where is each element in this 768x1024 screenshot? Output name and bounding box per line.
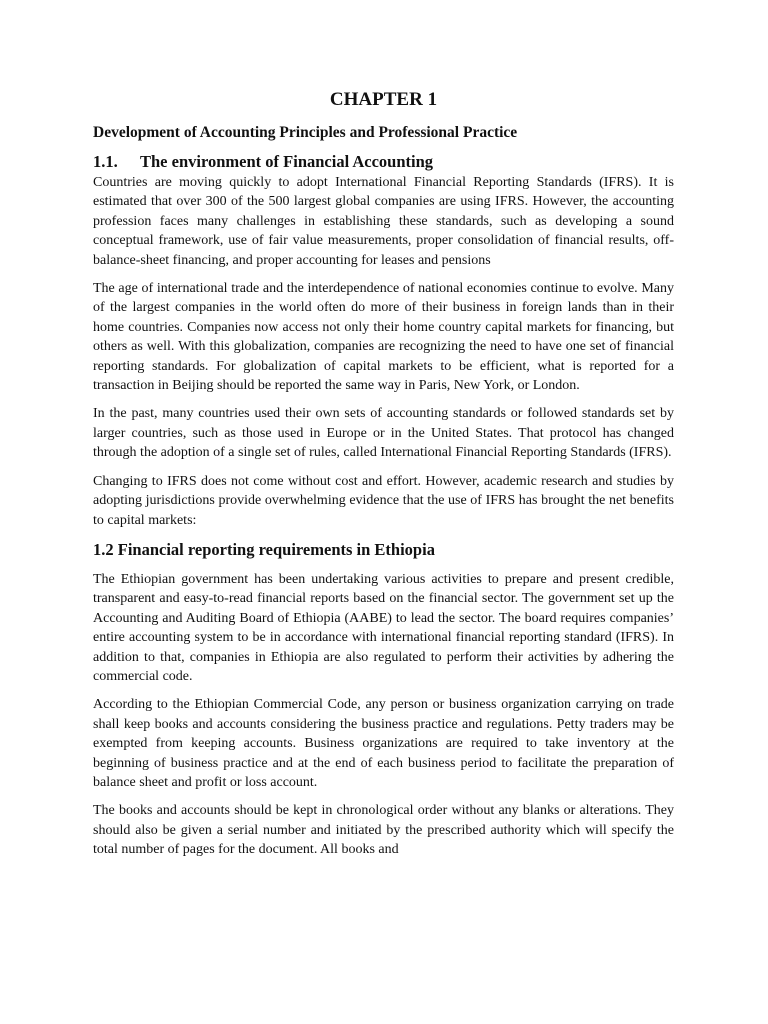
- section-2-heading: 1.2 Financial reporting requirements in Ethiopia: [93, 539, 435, 559]
- section-1-paragraph-1: Countries are moving quickly to adopt International Financial Reporting Standards (IFRS). It is estimated that over 300 of the 500 largest global companies are using IFRS. However, the accounting profession faces many challenges in establishing these standards, such as developing a sound conceptual framework, use of fair value measurements, proper consolidation of financial results, off-balance-sheet financing, and proper accounting for leases and pensions: [93, 175, 674, 268]
- section-1-paragraph-2: The age of international trade and the interdependence of national economies continue to evolve. Many of the largest companies in the world often do more of their business in foreign lands than in their home countries. Companies now access not only their home country capital markets for financing, but others as well. With this globalization, companies are recognizing the need to have one set of financial reporting standards. For globalization of capital markets to be efficient, what is reported for a transaction in Beijing should be reported the same way in Paris, New York, or London.: [93, 281, 674, 394]
- section-1-number: 1.1.: [93, 152, 118, 171]
- section-1-title: The environment of Financial Accounting: [140, 152, 434, 171]
- document-title: Development of Accounting Principles and Professional Practice: [93, 124, 518, 141]
- section-1-paragraph-3: In the past, many countries used their own sets of accounting standards or followed standards set by larger countries, such as those used in Europe or in the United States. That protocol has changed through the adoption of a single set of rules, called International Financial Reporting Standards (IFRS).: [93, 406, 674, 461]
- chapter-label: CHAPTER 1: [329, 89, 438, 110]
- section-2-paragraph-2: According to the Ethiopian Commercial Code, any person or business organization carrying on trade shall keep books and accounts considering the business practice and regulations. Petty traders may be exempted from keeping accounts. Business organizations are required to take inventory at the beginning of business practice and at the end of each business period to facilitate the preparation of balance sheet and profit or loss account.: [93, 697, 674, 790]
- section-2-paragraph-1: The Ethiopian government has been undertaking various activities to prepare and present credible, transparent and easy-to-read financial reports based on the financial sector. The government set up the Accounting and Auditing Board of Ethiopia (AABE) to lead the sector. The board requires companies’ entire accounting system to be in accordance with international financial reporting standard (IFRS). In addition to that, companies in Ethiopia are also regulated to perform their activities by adhering the commercial code.: [93, 571, 674, 684]
- section-2-paragraph-3: The books and accounts should be kept in chronological order without any blanks or alterations. They should also be given a serial number and initiated by the prescribed authority which will specify the total number of pages for the document. All books and: [93, 803, 674, 858]
- section-1-paragraph-4: Changing to IFRS does not come without cost and effort. However, academic research and studies by adopting jurisdictions provide overwhelming evidence that the use of IFRS has brought the net benefits to capital markets:: [93, 473, 674, 528]
- document-page: [93, 86, 674, 860]
- section-1-heading: [93, 151, 674, 173]
